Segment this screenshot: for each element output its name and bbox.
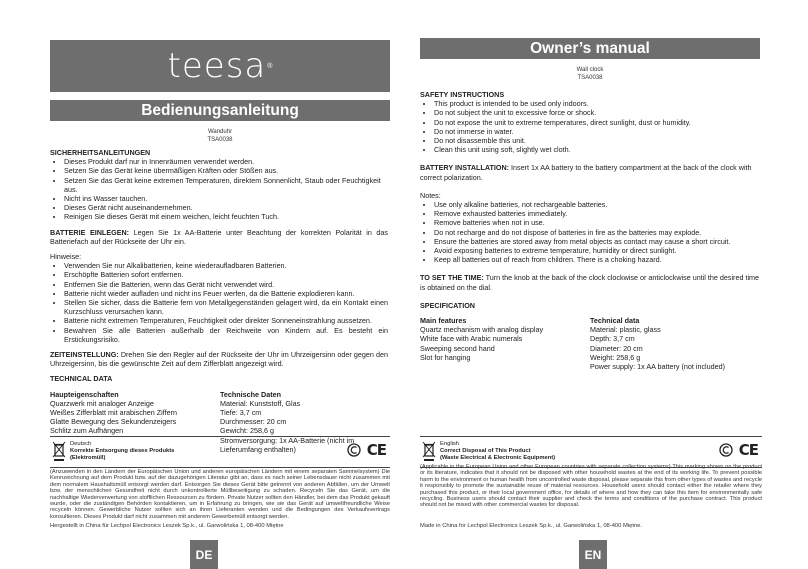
list-item: • Nicht ins Wasser tauchen. (64, 194, 388, 203)
feature-item: Sweeping second hand (420, 343, 495, 353)
feature-item: Slot for hanging (420, 352, 471, 362)
ce-mark: CE (738, 441, 758, 459)
list-item: • Stellen Sie sicher, dass die Batterie fern von Metallgegenständen gelagert wird, da ein Kontakt einen Kurzschluss verursachen kann. (64, 298, 388, 316)
data-item: Durchmesser: 20 cm (220, 417, 287, 427)
data-heading: Technical data (590, 316, 640, 326)
data-item: Diameter: 20 cm (590, 343, 643, 353)
list-item: • Do not subject the unit to excessive force or shock. (434, 108, 762, 117)
data-heading: Technische Daten (220, 389, 281, 399)
list-item: • Batterie nicht wieder aufladen und nicht ins Feuer werfen, da die Batterie explodieren kann. (64, 289, 388, 298)
time-label: ZEITEINSTELLUNG: (50, 350, 119, 360)
tech-heading: SPECIFICATION (420, 300, 475, 310)
disposal-title-2: (Elektromüll) (70, 455, 106, 461)
list-item: • Use only alkaline batteries, not rechargeable batteries. (434, 200, 762, 209)
time-text: Turn the knob at the back of the clock clockwise or anticlockwise until the desired time is obtained on the dial. (420, 273, 760, 292)
manufacturer-info: Made in China for Lechpol Electronics Leszek Sp.k., ul. Garwolińska 1, 08-400 Miętne. (420, 523, 643, 529)
notes-list (420, 200, 762, 264)
disposal-title (440, 441, 555, 462)
language-tab-en: EN (579, 540, 607, 569)
list-item: • Remove batteries when not in use. (434, 218, 762, 227)
notes-heading: Notes: (420, 190, 441, 200)
list-item: • Bewahren Sie alle Batterien außerhalb der Reichweite von Kindern auf. Es besteht ein Erstickungsrisiko. (64, 326, 388, 344)
manual-body (420, 90, 762, 371)
safety-list (420, 99, 762, 154)
list-item: • Dieses Produkt darf nur in Innenräumen verwendet werden. (64, 157, 388, 166)
time-section (420, 273, 762, 291)
list-item: • Keep all batteries out of reach from children. There is a choking hazard. (434, 255, 762, 264)
features-column (420, 316, 590, 371)
brand-logo: teesa (167, 46, 267, 86)
data-item: Depth: 3,7 cm (590, 334, 635, 344)
disposal-title-1: Korrekte Entsorgung dieses Produkts (70, 448, 175, 454)
battery-text: Insert 1x AA battery to the battery compartment at the back of the clock with correct polarization. (420, 163, 752, 182)
battery-section (420, 163, 762, 181)
certification-marks (347, 441, 386, 459)
list-item: • Entfernen Sie die Batterien, wenn das Gerät nicht verwendet wird. (64, 280, 388, 289)
no-recycle-c-icon (719, 443, 733, 457)
model-name: Wall clock (576, 67, 604, 73)
time-text: Drehen Sie den Regler auf der Rückseite der Uhr im Uhrzeigersinn oder gegen den Uhrzeigersinn, bis die gewünschte Zeit auf dem Zifferblatt angezeigt wird. (50, 350, 388, 369)
battery-section (50, 228, 388, 246)
model-info (420, 66, 760, 82)
feature-item: White face with Arabic numerals (420, 334, 523, 344)
list-item: • Dieses Gerät nicht auseinandernehmen. (64, 203, 388, 212)
model-code: TSA0038 (577, 75, 603, 81)
model-info (50, 128, 390, 144)
certification-marks (719, 441, 758, 459)
crossed-bin-icon (52, 440, 66, 462)
battery-label: BATTERIE EINLEGEN: (50, 227, 130, 237)
disposal-text: (Anzuwenden in den Ländern der Europäischen Union und anderen europäischen Ländern mit einem separaten Sammelsystem) Die Kennzeichnung auf dem Produkt bzw. auf der dazugehörigen Literatur gibt an, dass es nach seiner Lebensdauer nicht zusammen mit dem normalem Haushaltsmüll entsorgt werden darf. Entsorgen Sie dieses Gerät bitte getrennt von anderen Abfällen, um der Umwelt bzw. der menschlichen Gesundheit nicht durch unkontrollierte Müllbeseitigung zu schaden. Recyceln Sie das Gerät, um die nachhaltige Wiederverwertung von stofflichen Ressourcen zu fördern. Private Nutzer sollten den Händler, bei dem das Produkt gekauft wurde, oder die zuständigen Behörden kontaktieren, um in Erfahrung zu bringen, wie sie das Gerät auf umweltfreundliche Weise recyceln können. Gewerbliche Nutzer sollten sich an ihren Lieferanten wenden und die Bedingungen des Verkaufsvertrags konsultieren. Dieses Produkt darf nicht zusammen mit anderem Gewerbemüll entsorgt werden. (50, 469, 390, 520)
data-item: Material: Kunststoff, Glas (220, 398, 301, 408)
list-item: • Do not recharge and do not dispose of batteries in fire as the batteries may explode. (434, 228, 762, 237)
list-item: • Do not immerse in water. (434, 127, 762, 136)
list-item: • Reinigen Sie dieses Gerät mit einem weichen, leicht feuchten Tuch. (64, 212, 388, 221)
list-item: • Avoid exposing batteries to extreme temperature, humidity or direct sunlight. (434, 246, 762, 255)
list-item: • This product is intended to be used only indoors. (434, 99, 762, 108)
list-item: • Batterie nicht extremen Temperaturen, Feuchtigkeit oder direkter Sonneneinstrahlung aussetzen. (64, 316, 388, 325)
time-label: TO SET THE TIME: (420, 273, 484, 283)
list-item: • Ensure the batteries are stored away from metal objects as contact may cause a short circuit. (434, 237, 762, 246)
spec-table (420, 316, 762, 371)
disposal-lang: Deutsch (70, 441, 92, 447)
page-title: Owner’s manual (420, 38, 760, 59)
notes-heading: Hinweise: (50, 252, 82, 262)
battery-label: BATTERY INSTALLATION: (420, 163, 510, 173)
disposal-title (70, 441, 174, 462)
data-item: Stromversorgung: 1x AA-Batterie (nicht im Lieferumfang enthalten) (220, 435, 355, 454)
battery-text: Legen Sie 1x AA-Batterie unter Beachtung der korrekten Polarität in das Batteriefach auf der Rückseite der Uhr ein. (50, 227, 388, 246)
model-code: TSA0038 (207, 137, 233, 143)
data-item: Material: plastic, glass (590, 325, 661, 335)
feature-item: Quarzwerk mit analoger Anzeige (50, 398, 154, 408)
list-item: • Setzen Sie das Gerät keine übermäßigen Kräften oder Stößen aus. (64, 166, 388, 175)
list-item: • Do not disassemble this unit. (434, 136, 762, 145)
brand-logo-bar (50, 40, 390, 92)
features-heading: Main features (420, 316, 467, 326)
manufacturer-info: Hergestellt in China für Lechpol Electronics Leszek Sp.k., ul. Garwolińska 1, 08-400 Miętne (50, 523, 284, 529)
disposal-title-1: Correct Disposal of This Product (440, 448, 531, 454)
disposal-title-2: (Waste Electrical & Electronic Equipment) (440, 455, 556, 461)
tech-heading: TECHNICAL DATA (50, 374, 113, 384)
weee-disposal-box (50, 436, 390, 468)
registered-mark: ® (267, 62, 273, 70)
disposal-lang: English (440, 441, 460, 447)
data-item: Gewicht: 258,6 g (220, 426, 274, 436)
page-title: Bedienungsanleitung (50, 100, 390, 121)
ce-mark: CE (366, 441, 386, 459)
time-section (50, 350, 388, 368)
feature-item: Schlitz zum Aufhängen (50, 426, 124, 436)
list-item: • Do not expose the unit to extreme temperatures, direct sunlight, dust or humidity. (434, 118, 762, 127)
crossed-bin-icon (422, 440, 436, 462)
data-item: Power supply: 1x AA battery (not included) (590, 362, 726, 372)
feature-item: Quartz mechanism with analog display (420, 325, 544, 335)
data-item: Tiefe: 3,7 cm (220, 408, 262, 418)
list-item: • Erschöpfte Batterien sofort entfernen. (64, 270, 388, 279)
safety-list (50, 157, 388, 221)
feature-item: Glatte Bewegung des Sekundenzeigers (50, 417, 177, 427)
no-recycle-c-icon (347, 443, 361, 457)
features-heading: Haupteigenschaften (50, 389, 119, 399)
data-column (590, 316, 762, 371)
disposal-text: (Applicable in the European Union and other European countries with separate collection systems) This marking shown on the product or its literature, indicates that it should not be disposed with other household wastes at the end of its working life. To prevent possible harm to the environment or human health from uncontrolled waste disposal, please separate this from other types of wastes and recycle it responsibly to promote the sustainable reuse of material resources. Household users should contact either the retailer where they purchased this product, or their local government office, for details of where and how they can take this item for environmentally safe recycling. Business users should contact their supplier and check the terms and conditions of the purchase contract. This product should not be mixed with other commercial wastes for disposal. (420, 464, 762, 509)
list-item: • Verwenden Sie nur Alkalibatterien, keine wiederaufladbaren Batterien. (64, 261, 388, 270)
safety-heading: SICHERHEITSANLEITUNGEN (50, 148, 151, 157)
safety-heading: SAFETY INSTRUCTIONS (420, 90, 505, 99)
feature-item: Weißes Zifferblatt mit arabischen Ziffern (50, 408, 178, 418)
page-en (404, 0, 808, 569)
notes-list (50, 261, 388, 344)
language-tab-de: DE (190, 540, 218, 569)
model-name: Wanduhr (207, 129, 233, 135)
list-item: • Remove exhausted batteries immediately. (434, 209, 762, 218)
list-item: • Setzen Sie das Gerät keine extremen Temperaturen, direktem Sonnenlicht, Staub oder Feuchtigkeit aus. (64, 176, 388, 194)
list-item: • Clean this unit using soft, slightly wet cloth. (434, 145, 762, 154)
manual-body (50, 148, 388, 454)
data-item: Weight: 258,6 g (590, 352, 641, 362)
